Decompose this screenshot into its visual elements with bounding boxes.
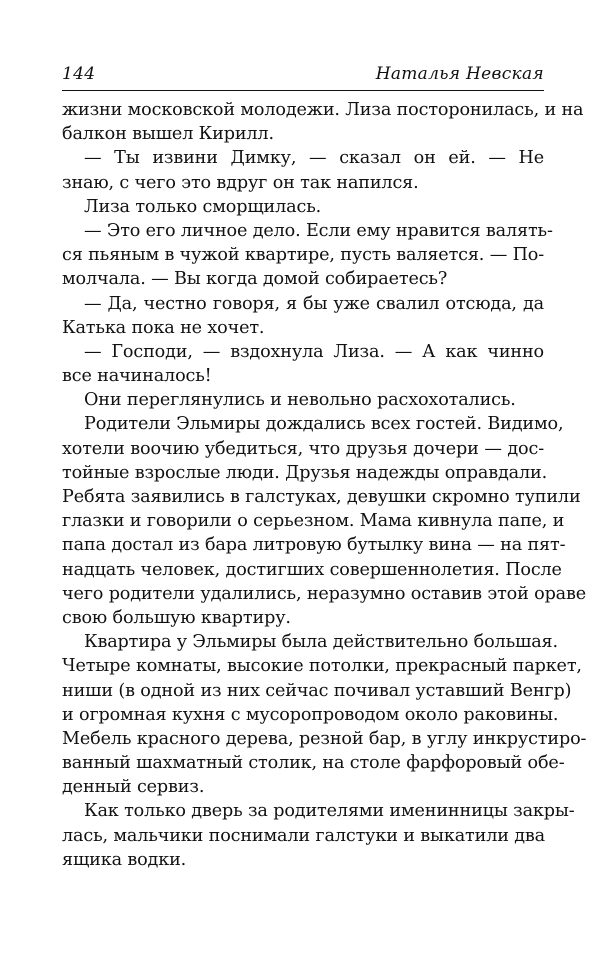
text-line: надцать человек, достигших совершеннолетия. После xyxy=(62,559,562,580)
text-line: Как только дверь за родителями именинницы закры- xyxy=(84,801,575,822)
text-line: — Господи, — вздохнула Лиза. — А как чинно xyxy=(84,341,544,362)
text-line: — Да, честно говоря, я бы уже свалил отсюда, да xyxy=(84,293,544,314)
page-number: 144 xyxy=(62,64,96,84)
text-line: Лиза только сморщилась. xyxy=(84,196,322,217)
text-line: — Это его личное дело. Если ему нравится валять- xyxy=(84,220,553,241)
text-line: тойные взрослые люди. Друзья надежды оправдали. xyxy=(62,462,548,483)
text-line: и огромная кухня с мусоропроводом около раковины. xyxy=(62,704,559,725)
text-line: Квартира у Эльмиры была действительно большая. xyxy=(84,632,558,653)
text-line: лась, мальчики поснимали галстуки и выкатили два xyxy=(62,825,546,846)
text-line: ся пьяным в чужой квартире, пусть валяется. — По- xyxy=(62,245,545,266)
text-line: свою большую квартиру. xyxy=(62,607,291,628)
header-rule xyxy=(62,90,544,91)
text-line: Четыре комнаты, высокие потолки, прекрасный паркет, xyxy=(62,656,582,677)
text-line: жизни московской молодежи. Лиза посторонилась, и на xyxy=(62,100,584,120)
text-line: Ребята заявились в галстуках, девушки скромно тупили xyxy=(62,487,581,507)
text-line: ниши (в одной из них сейчас почивал уставший Венгр) xyxy=(62,680,572,701)
text-line: папа достал из бара литровую бутылку вина — на пят- xyxy=(62,535,566,556)
text-line: денный сервиз. xyxy=(62,777,205,798)
text-line: молчала. — Вы когда домой собираетесь? xyxy=(62,269,448,290)
text-line: Родители Эльмиры дождались всех гостей. Видимо, xyxy=(84,414,564,435)
text-line: чего родители удалились, неразумно оставив этой ораве xyxy=(62,583,587,604)
body-text xyxy=(62,98,587,872)
text-line: все начиналось! xyxy=(62,366,212,387)
text-line: Они переглянулись и невольно расхохотались. xyxy=(84,390,516,411)
text-line: Мебель красного дерева, резной бар, в углу инкрустиро- xyxy=(62,728,587,749)
text-line: Катька пока не хочет. xyxy=(62,317,265,338)
page-header xyxy=(62,64,544,90)
text-line: глазки и говорили о серьезном. Мама кивнула папе, и xyxy=(62,511,565,532)
running-head: Наталья Невская xyxy=(375,64,544,84)
text-line: хотели воочию убедиться, что друзья дочери — дос- xyxy=(62,438,544,459)
text-line: знаю, с чего это вдруг он так напился. xyxy=(62,172,419,193)
text-line: — Ты извини Димку, — сказал он ей. — Не xyxy=(84,148,544,169)
text-line: балкон вышел Кирилл. xyxy=(62,124,274,145)
text-line: ящика водки. xyxy=(62,849,187,870)
text-line: ванный шахматный столик, на столе фарфоровый обе- xyxy=(62,753,565,774)
